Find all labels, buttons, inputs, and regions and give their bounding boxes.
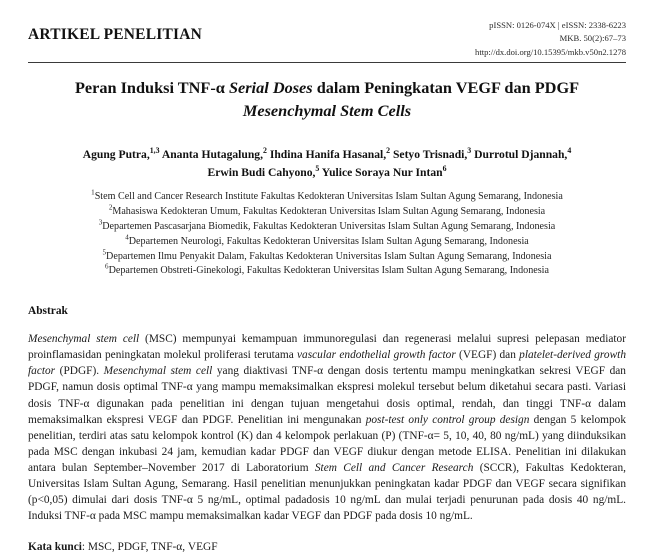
affiliation-text: Departemen Ilmu Penyakit Dalam, Fakultas Kedokteran Universitas Islam Sultan Agung Semarang, Indonesia bbox=[106, 250, 552, 262]
affiliation-marker: 5 bbox=[102, 248, 107, 257]
title-segment-italic-1: Serial Doses bbox=[228, 78, 313, 97]
journal-identifiers bbox=[475, 19, 626, 59]
author-name: Setyo Trisnadi, bbox=[390, 148, 468, 162]
affiliation-list bbox=[28, 190, 626, 279]
keywords-values: MSC, PDGF, TNF-α, VEGF bbox=[87, 541, 218, 553]
abstract-segment-plain: yang diaktivasi TNF-α dengan dosis tertentu mampu meningkatkan sekresi VEGF dan PDGF, namun dosis optimal TNF-α yang mampu memaksimalkan ekspresi molekul tersebut belum diketahui secara pasti. Variasi dosis TNF-α digunakan pada penelitian ini dengan tujuan mengetahui dosis optimal, rendah, dan tinggi TNF-α dalam memaksimalkan ekspresi VEGF dan PDGF. Penelitian ini mengunakan bbox=[28, 365, 626, 426]
abstract-segment-plain: (MSC) mempunyai kemampuan immunoregulasi dan regenerasi melalui supresi pelepasan mediator proinflamasidan peningkatan molekul proliferasi terutama bbox=[28, 333, 627, 362]
affiliation-item bbox=[28, 235, 626, 250]
abstract-segment-italic: Stem Cell and Cancer Research bbox=[314, 461, 474, 474]
issn-line: pISSN: 0126-074X | eISSN: 2338-6223 bbox=[489, 20, 626, 30]
author-name: Agung Putra, bbox=[82, 148, 150, 162]
author-affiliation-marker: 5 bbox=[315, 164, 320, 174]
citation-line: MKB. 50(2):67–73 bbox=[559, 33, 626, 44]
affiliation-text: Stem Cell and Cancer Research Institute Fakultas Kedokteran Universitas Islam Sultan Agung Semarang, Indonesia bbox=[94, 191, 563, 203]
title-segment-italic-2: Mesenchymal Stem Cells bbox=[242, 101, 412, 121]
abstract-segment-italic: vascular endothelial growth factor bbox=[297, 349, 456, 362]
abstract-text bbox=[28, 331, 626, 524]
abstract-segment-italic: platelet-derived growth factor bbox=[28, 349, 626, 378]
page-title bbox=[28, 76, 626, 122]
abstract-segment-plain: (VEGF) dan bbox=[455, 349, 520, 362]
affiliation-item bbox=[28, 264, 626, 279]
author-line-2 bbox=[28, 164, 626, 182]
abstract-segment-plain: (SCCR), Fakultas Kedokteran, Universitas Islam Sultan Agung, Semarang. Hasil penelitian menunjukkan peningkatan kadar PDGF dan VEGF secara signifikan (p<0,05) dimulai dari dosis TNF-α 5 ng/mL, optimal padadosis 10 ng/mL dan mulai terjadi penurunan pada dosis 40 ng/mL. Induksi TNF-α pada MSC mampu memaksimalkan kadar VEGF dan PDGF pada dosis 10 ng/mL. bbox=[28, 461, 626, 523]
affiliation-item bbox=[28, 220, 626, 235]
affiliation-item bbox=[28, 250, 626, 265]
author-affiliation-marker: 2 bbox=[263, 146, 267, 156]
abstract-segment-italic: Mesenchymal stem cell bbox=[103, 365, 213, 378]
title-segment-plain-2: dalam Peningkatan VEGF dan PDGF bbox=[312, 78, 580, 97]
abstract-segment-plain: dengan 5 kelompok penelitian, terdiri atas satu kelompok kontrol (K) dan 4 kelompok perlakuan (P) (TNF-α= 5, 10, 40, 80 ng/mL) yang diinduksikan pada MSC dengan inkubasi 24 jam, kemudian kadar PDGF dan VEGF diukur dengan metode ELISA. Penelitian ini dilakukan antara bulan September–November 2017 di Laboratorium bbox=[28, 413, 626, 474]
author-name: Ananta Hutagalung, bbox=[159, 148, 263, 162]
keywords-label: Kata kunci bbox=[28, 541, 82, 553]
affiliation-text: Departemen Obstreti-Ginekologi, Fakultas Kedokteran Universitas Islam Sultan Agung Semarang, Indonesia bbox=[108, 265, 549, 277]
abstract-heading: Abstrak bbox=[28, 305, 68, 318]
author-affiliation-marker: 2 bbox=[386, 146, 391, 156]
masthead bbox=[28, 0, 626, 62]
author-affiliation-marker: 3 bbox=[467, 146, 472, 156]
author-affiliation-marker: 4 bbox=[567, 146, 572, 156]
author-line-1 bbox=[28, 146, 626, 164]
keywords-separator: : bbox=[81, 541, 88, 553]
affiliation-text: Mahasiswa Kedokteran Umum, Fakultas Kedokteran Universitas Islam Sultan Agung Semarang, Indonesia bbox=[112, 206, 546, 218]
author-affiliation-marker: 1,3 bbox=[149, 146, 160, 156]
author-affiliation-marker: 6 bbox=[442, 164, 447, 174]
abstract-segment-italic: post-test only control group design bbox=[365, 413, 530, 426]
section-kicker: ARTIKEL PENELITIAN bbox=[28, 26, 203, 43]
author-name: Erwin Budi Cahyono, bbox=[207, 166, 316, 180]
abstract-segment-plain: (PDGF). bbox=[55, 365, 104, 378]
affiliation-marker: 6 bbox=[105, 263, 109, 271]
affiliation-marker: 2 bbox=[108, 203, 113, 212]
title-line-2 bbox=[28, 99, 626, 122]
affiliation-marker: 4 bbox=[125, 233, 129, 242]
title-line-1 bbox=[28, 76, 626, 99]
masthead-divider bbox=[28, 62, 626, 63]
title-segment-plain-1: Peran Induksi TNF-α bbox=[74, 78, 229, 97]
affiliation-text: Departemen Neurologi, Fakultas Kedokteran Universitas Islam Sultan Agung Semarang, Indonesia bbox=[128, 235, 529, 247]
abstract-segment-italic: Mesenchymal stem cell bbox=[28, 333, 140, 346]
keywords bbox=[28, 541, 626, 553]
author-name: Ihdina Hanifa Hasanal, bbox=[266, 148, 387, 162]
affiliation-marker: 3 bbox=[98, 218, 103, 227]
affiliation-marker: 1 bbox=[91, 188, 95, 197]
affiliation-item bbox=[28, 190, 626, 205]
author-list bbox=[28, 146, 626, 182]
affiliation-text: Departemen Pascasarjana Biomedik, Fakultas Kedokteran Universitas Islam Sultan Agung Semarang, Indonesia bbox=[102, 220, 556, 232]
author-name: Durrotul Djannah, bbox=[471, 148, 568, 162]
author-name: Yulice Soraya Nur Intan bbox=[319, 166, 443, 180]
affiliation-item bbox=[28, 205, 626, 220]
doi-link[interactable]: http://dx.doi.org/10.15395/mkb.v50n2.1278 bbox=[475, 46, 626, 57]
